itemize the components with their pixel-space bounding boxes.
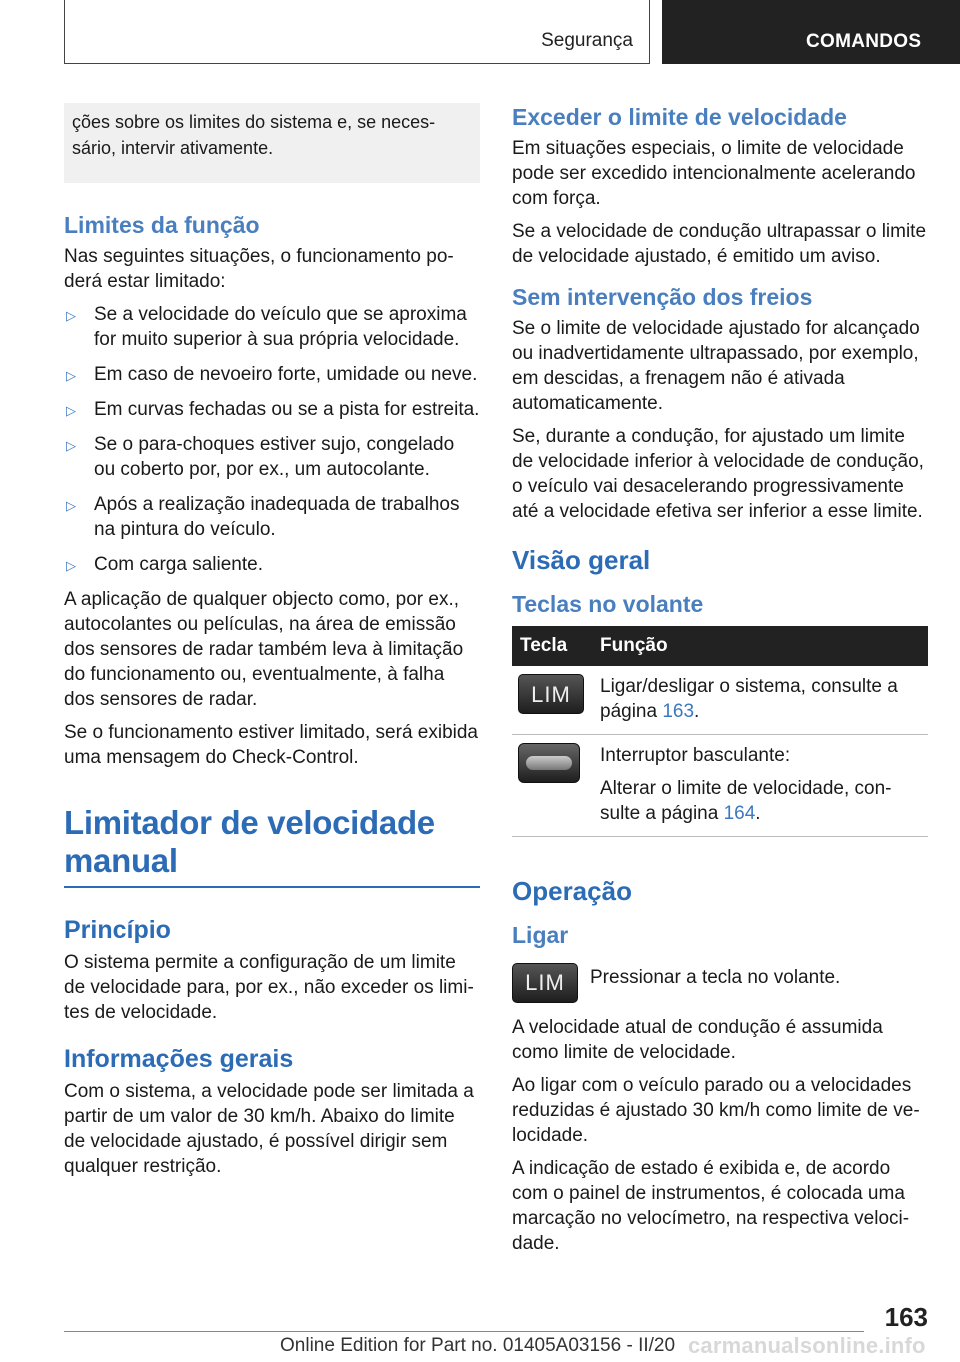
header-frame	[64, 0, 650, 64]
triangle-bullet-icon: ▷	[66, 368, 76, 383]
no-brake-text-1: Se o limite de velocidade ajustado for alcançado ou inadvertidamente ultrapassado, por exemplo, em descidas, a frenagem não é ativada automaticamente.	[512, 318, 920, 414]
radar-paragraph: A aplicação de qualquer objecto como, por ex., autocolantes ou películas, na área de emissão dos sensores de radar também leva à limitação do funcionamento ou, eventualmente, à falha dos sensores de radar.	[64, 589, 464, 710]
continued-note-text: ções sobre os limites do sistema e, se necessário, intervir ativamente.	[72, 112, 436, 158]
exceed-text-1: Em situações especiais, o limite de velocidade pode ser excedido intencionalmente acelerando com força.	[512, 138, 916, 209]
header-tab-label: COMANDOS	[806, 31, 922, 52]
triangle-bullet-icon: ▷	[66, 308, 76, 323]
rocker-switch-icon	[518, 743, 580, 783]
right-column	[512, 103, 928, 1264]
triangle-bullet-icon: ▷	[66, 558, 76, 573]
exceed-text-2: Se a velocidade de condução ultrapassar o limite de velocidade ajustado, é emitido um aviso.	[512, 221, 927, 267]
limits-list	[64, 302, 480, 577]
list-item: ▷ Em caso de nevoeiro forte, umidade ou neve.	[64, 362, 480, 387]
watermark: carmanualsonline.info	[688, 1333, 926, 1358]
triangle-bullet-icon: ▷	[66, 403, 76, 418]
lim-button-icon: LIM	[518, 674, 584, 714]
exceed-heading: Exceder o limite de velocidade	[512, 104, 847, 130]
limits-text: Nas seguintes situações, o funcionamento poderá estar limitado:	[64, 246, 454, 292]
general-info-heading: Informações gerais	[64, 1045, 294, 1073]
page-link-164[interactable]: 164	[723, 803, 756, 824]
lim-button-icon: LIM	[512, 963, 578, 1003]
function-cell: Interruptor basculante: Alterar o limite de velocidade, consulte a página 164.	[592, 735, 928, 837]
triangle-bullet-icon: ▷	[66, 498, 76, 513]
header-section-label: Segurança	[541, 30, 633, 51]
principle-text: O sistema permite a configuração de um limite de velocidade para, por ex., não exceder os limites de velocidade.	[64, 952, 474, 1023]
footer-divider	[64, 1331, 864, 1332]
continued-note-box	[64, 103, 480, 183]
limits-heading: Limites da função	[64, 212, 260, 238]
list-item: ▷ Se a velocidade do veículo que se aproxima for muito superior à sua própria velocidade.	[66, 304, 467, 350]
operation-heading: Operação	[512, 876, 632, 906]
triangle-bullet-icon: ▷	[66, 438, 76, 453]
switch-on-instruction	[512, 961, 928, 1003]
table-row	[512, 666, 928, 735]
table-header-row	[512, 626, 928, 666]
list-item: ▷ Em curvas fechadas ou se a pista for estreita.	[64, 397, 480, 422]
key-cell	[512, 666, 592, 735]
no-brake-heading: Sem intervenção dos freios	[512, 284, 813, 310]
overview-heading: Visão geral	[512, 545, 651, 575]
column-header-key: Tecla	[512, 626, 592, 666]
steering-keys-table	[512, 626, 928, 837]
check-control-paragraph: Se o funcionamento estiver limitado, será exibida uma mensagem do Check-Control.	[64, 722, 479, 768]
chapter-title: Limitador de velocidade manual	[64, 804, 480, 888]
list-item: ▷ Se o para-choques estiver sujo, congelado ou coberto por, por ex., um autocolante.	[66, 434, 455, 480]
switch-on-text-2: Ao ligar com o veículo parado ou a velocidades reduzidas é ajustado 30 km/h como limite de velocidade.	[512, 1075, 920, 1146]
switch-on-text-3: A indicação de estado é exibida e, de acordo com o painel de instrumentos, é colocada uma marcação no velocímetro, na respectiva velocidade.	[512, 1158, 910, 1254]
list-item: ▷ Com carga saliente.	[64, 552, 480, 577]
edition-text: Online Edition for Part no. 01405A03156 - II/20	[280, 1335, 676, 1356]
table-row	[512, 735, 928, 837]
press-key-text: Pressionar a tecla no volante.	[590, 967, 841, 988]
steering-keys-heading: Teclas no volante	[512, 591, 704, 617]
switch-on-heading: Ligar	[512, 922, 569, 948]
key-cell	[512, 735, 592, 837]
general-info-text: Com o sistema, a velocidade pode ser limitada a partir de um valor de 30 km/h. Abaixo do limite de velocidade ajustado, é possível dirigir sem qualquer restrição.	[64, 1081, 474, 1177]
page-link-163[interactable]: 163	[662, 701, 695, 722]
principle-heading: Princípio	[64, 916, 171, 944]
switch-on-text-1: A velocidade atual de condução é assumida como limite de velocidade.	[512, 1017, 883, 1063]
page-number: 163	[884, 1302, 928, 1332]
list-item: ▷ Após a realização inadequada de trabalhos na pintura do veículo.	[66, 494, 460, 540]
no-brake-text-2: Se, durante a condução, for ajustado um limite de velocidade inferior à velocidade de condução, o veículo vai desacelerando progressivamente até a velocidade efetiva ser inferior a esse limite.	[512, 426, 924, 522]
function-cell: Ligar/desligar o sistema, consulte a página 163.	[592, 666, 928, 735]
left-column	[64, 103, 480, 1187]
column-header-function: Função	[592, 626, 928, 666]
header-chapter-tab	[662, 0, 960, 64]
